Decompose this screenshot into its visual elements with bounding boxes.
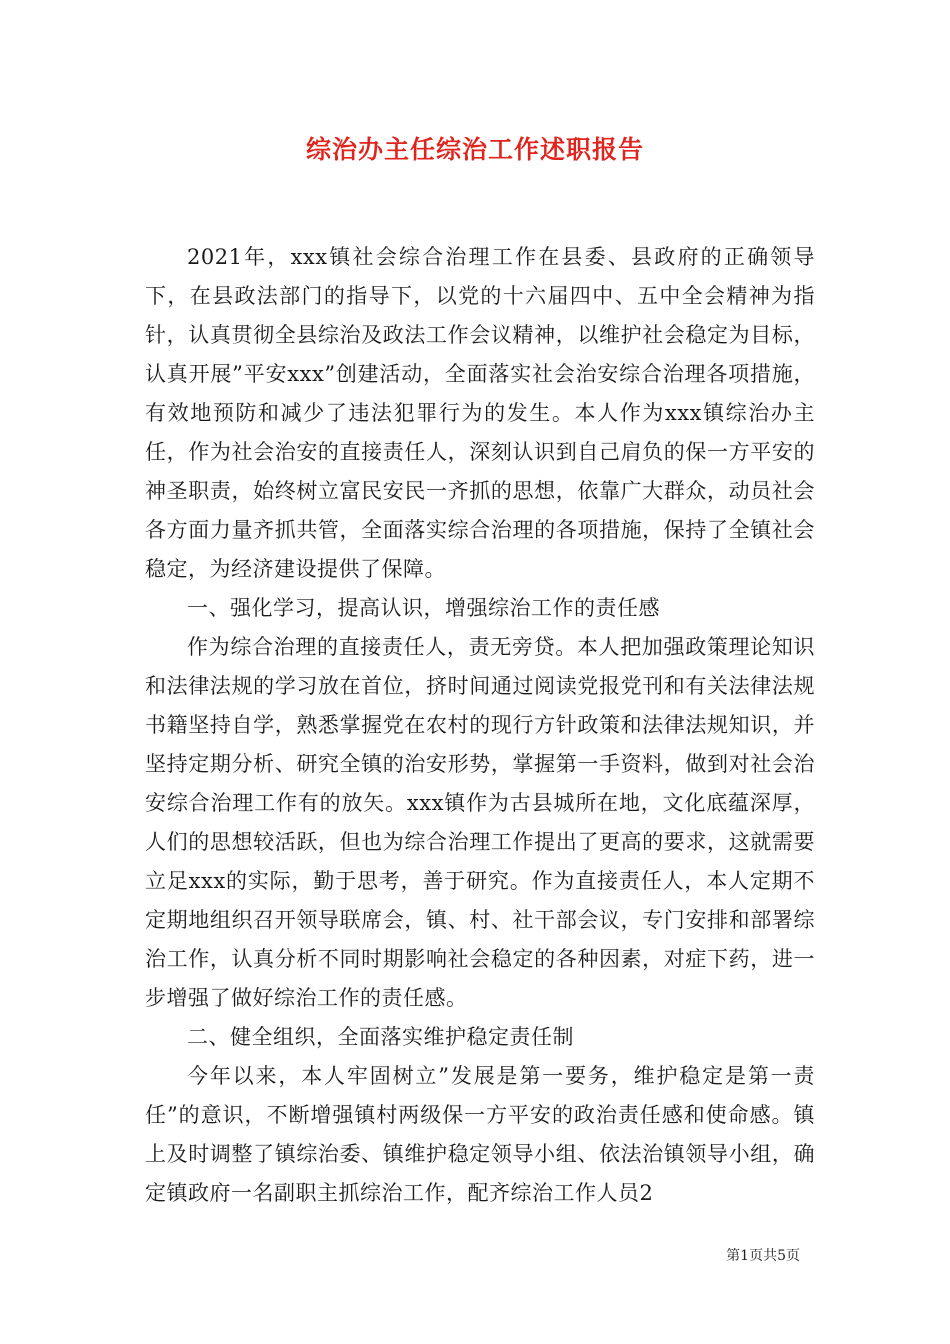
section-heading-1: 一、强化学习，提高认识，增强综治工作的责任感 [187,596,660,620]
page-number: 第1页共5页 [726,1248,800,1264]
paragraph-section-1: 作为综合治理的直接责任人，责无旁贷。本人把加强政策理论知识和法律法规的学习放在首位，挤时间通过阅读党报党刊和有关法律法规书籍坚持自学，熟悉掌握党在农村的现行方针政策和法律法规知识，并坚持定期分析、研究全镇的治安形势，掌握第一手资料，做到对社会治安综合治理工作有的放矢。xxx镇作为古县城所在地，文化底蕴深厚，人们的思想较活跃，但也为综合治理工作提出了更高的要求，这就需要立足xxx的实际，勤于思考，善于研究。作为直接责任人，本人定期不定期地组织召开领导联席会，镇、村、社干部会议，专门安排和部署综治工作，认真分析不同时期影响社会稳定的各种因素，对症下药，进一步增强了做好综治工作的责任感。 [145,635,815,1010]
paragraph-intro: 2021年，xxx镇社会综合治理工作在县委、县政府的正确领导下，在县政法部门的指导下，以党的十六届四中、五中全会精神为指针，认真贯彻全县综治及政法工作会议精神，以维护社会稳定为目标，认真开展”平安xxx”创建活动，全面落实社会治安综合治理各项措施，有效地预防和减少了违法犯罪行为的发生。本人作为xxx镇综治办主任，作为社会治安的直接责任人，深刻认识到自己肩负的保一方平安的神圣职责，始终树立富民安民一齐抓的思想，依靠广大群众，动员社会各方面力量齐抓共管，全面落实综合治理的各项措施，保持了全镇社会稳定，为经济建设提供了保障。 [145,245,815,581]
paragraph-section-2: 今年以来，本人牢固树立”发展是第一要务，维护稳定是第一责任”的意识，不断增强镇村两级保一方平安的政治责任感和使命感。镇上及时调整了镇综治委、镇维护稳定领导小组、依法治镇领导小组，确定镇政府一名副职主抓综治工作，配齐综治工作人员2 [145,1064,815,1205]
section-heading-2: 二、健全组织，全面落实维护稳定责任制 [187,1025,574,1049]
document-body [145,238,815,1213]
document-title: 综治办主任综治工作述职报告 [305,135,644,164]
